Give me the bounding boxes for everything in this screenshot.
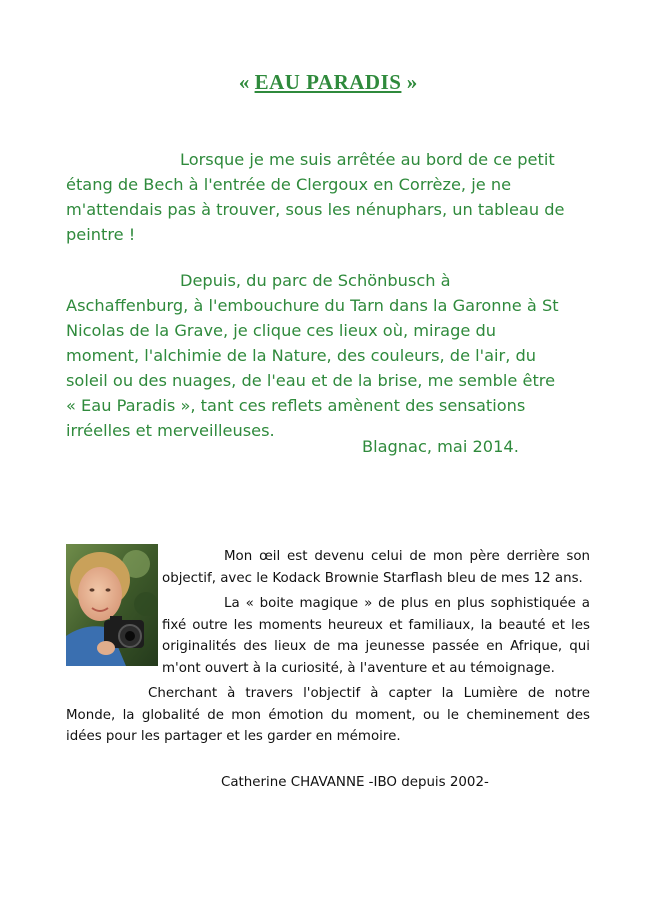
- bio-paragraph-3-text: Cherchant à travers l'objectif à capter la Lumière de notre Monde, la globalité de mon émotion du moment, ou le cheminement des idées pour les partager et les garder en mémoire.: [66, 686, 590, 744]
- page-title: [0, 70, 656, 95]
- intro-paragraph-2-text: Depuis, du parc de Schönbusch à Aschaffenburg, à l'embouchure du Tarn dans la Garonne à St Nicolas de la Grave, je clique ces lieux où, mirage du moment, l'alchimie de la Nature, des couleurs, de l'air, du soleil ou des nuages, de l'eau et de la brise, me semble être « Eau Paradis », tant ces reflets amènent des sensations irréelles et merveilleuses.: [66, 271, 559, 440]
- photo-spacer: [66, 546, 162, 668]
- title-text: EAU PARADIS: [254, 70, 402, 94]
- bio-section: [66, 546, 590, 748]
- signature: Catherine CHAVANNE -IBO depuis 2002-: [221, 775, 489, 790]
- intro-paragraph-1: [66, 147, 566, 247]
- intro-paragraph-2: [66, 268, 566, 443]
- intro-paragraph-1-text: Lorsque je me suis arrêtée au bord de ce petit étang de Bech à l'entrée de Clergoux en Corrèze, je ne m'attendais pas à trouver, sous les nénuphars, un tableau de peintre !: [66, 150, 565, 244]
- bio-paragraph-1-text: Mon œil est devenu celui de mon père derrière son objectif, avec le Kodack Brownie Starflash bleu de mes 12 ans.: [162, 549, 590, 586]
- place-date: Blagnac, mai 2014.: [362, 437, 519, 456]
- title-open-quote: «: [238, 70, 250, 94]
- title-close-quote: »: [406, 70, 418, 94]
- bio-paragraph-3: [66, 683, 590, 748]
- bio-paragraph-2-text: La « boite magique » de plus en plus sophistiquée a fixé outre les moments heureux et familiaux, la beauté et les originalités des lieux de ma jeunesse passée en Afrique, qui m'ont ouvert à la curiosité, à l'aventure et au témoignage.: [162, 596, 590, 676]
